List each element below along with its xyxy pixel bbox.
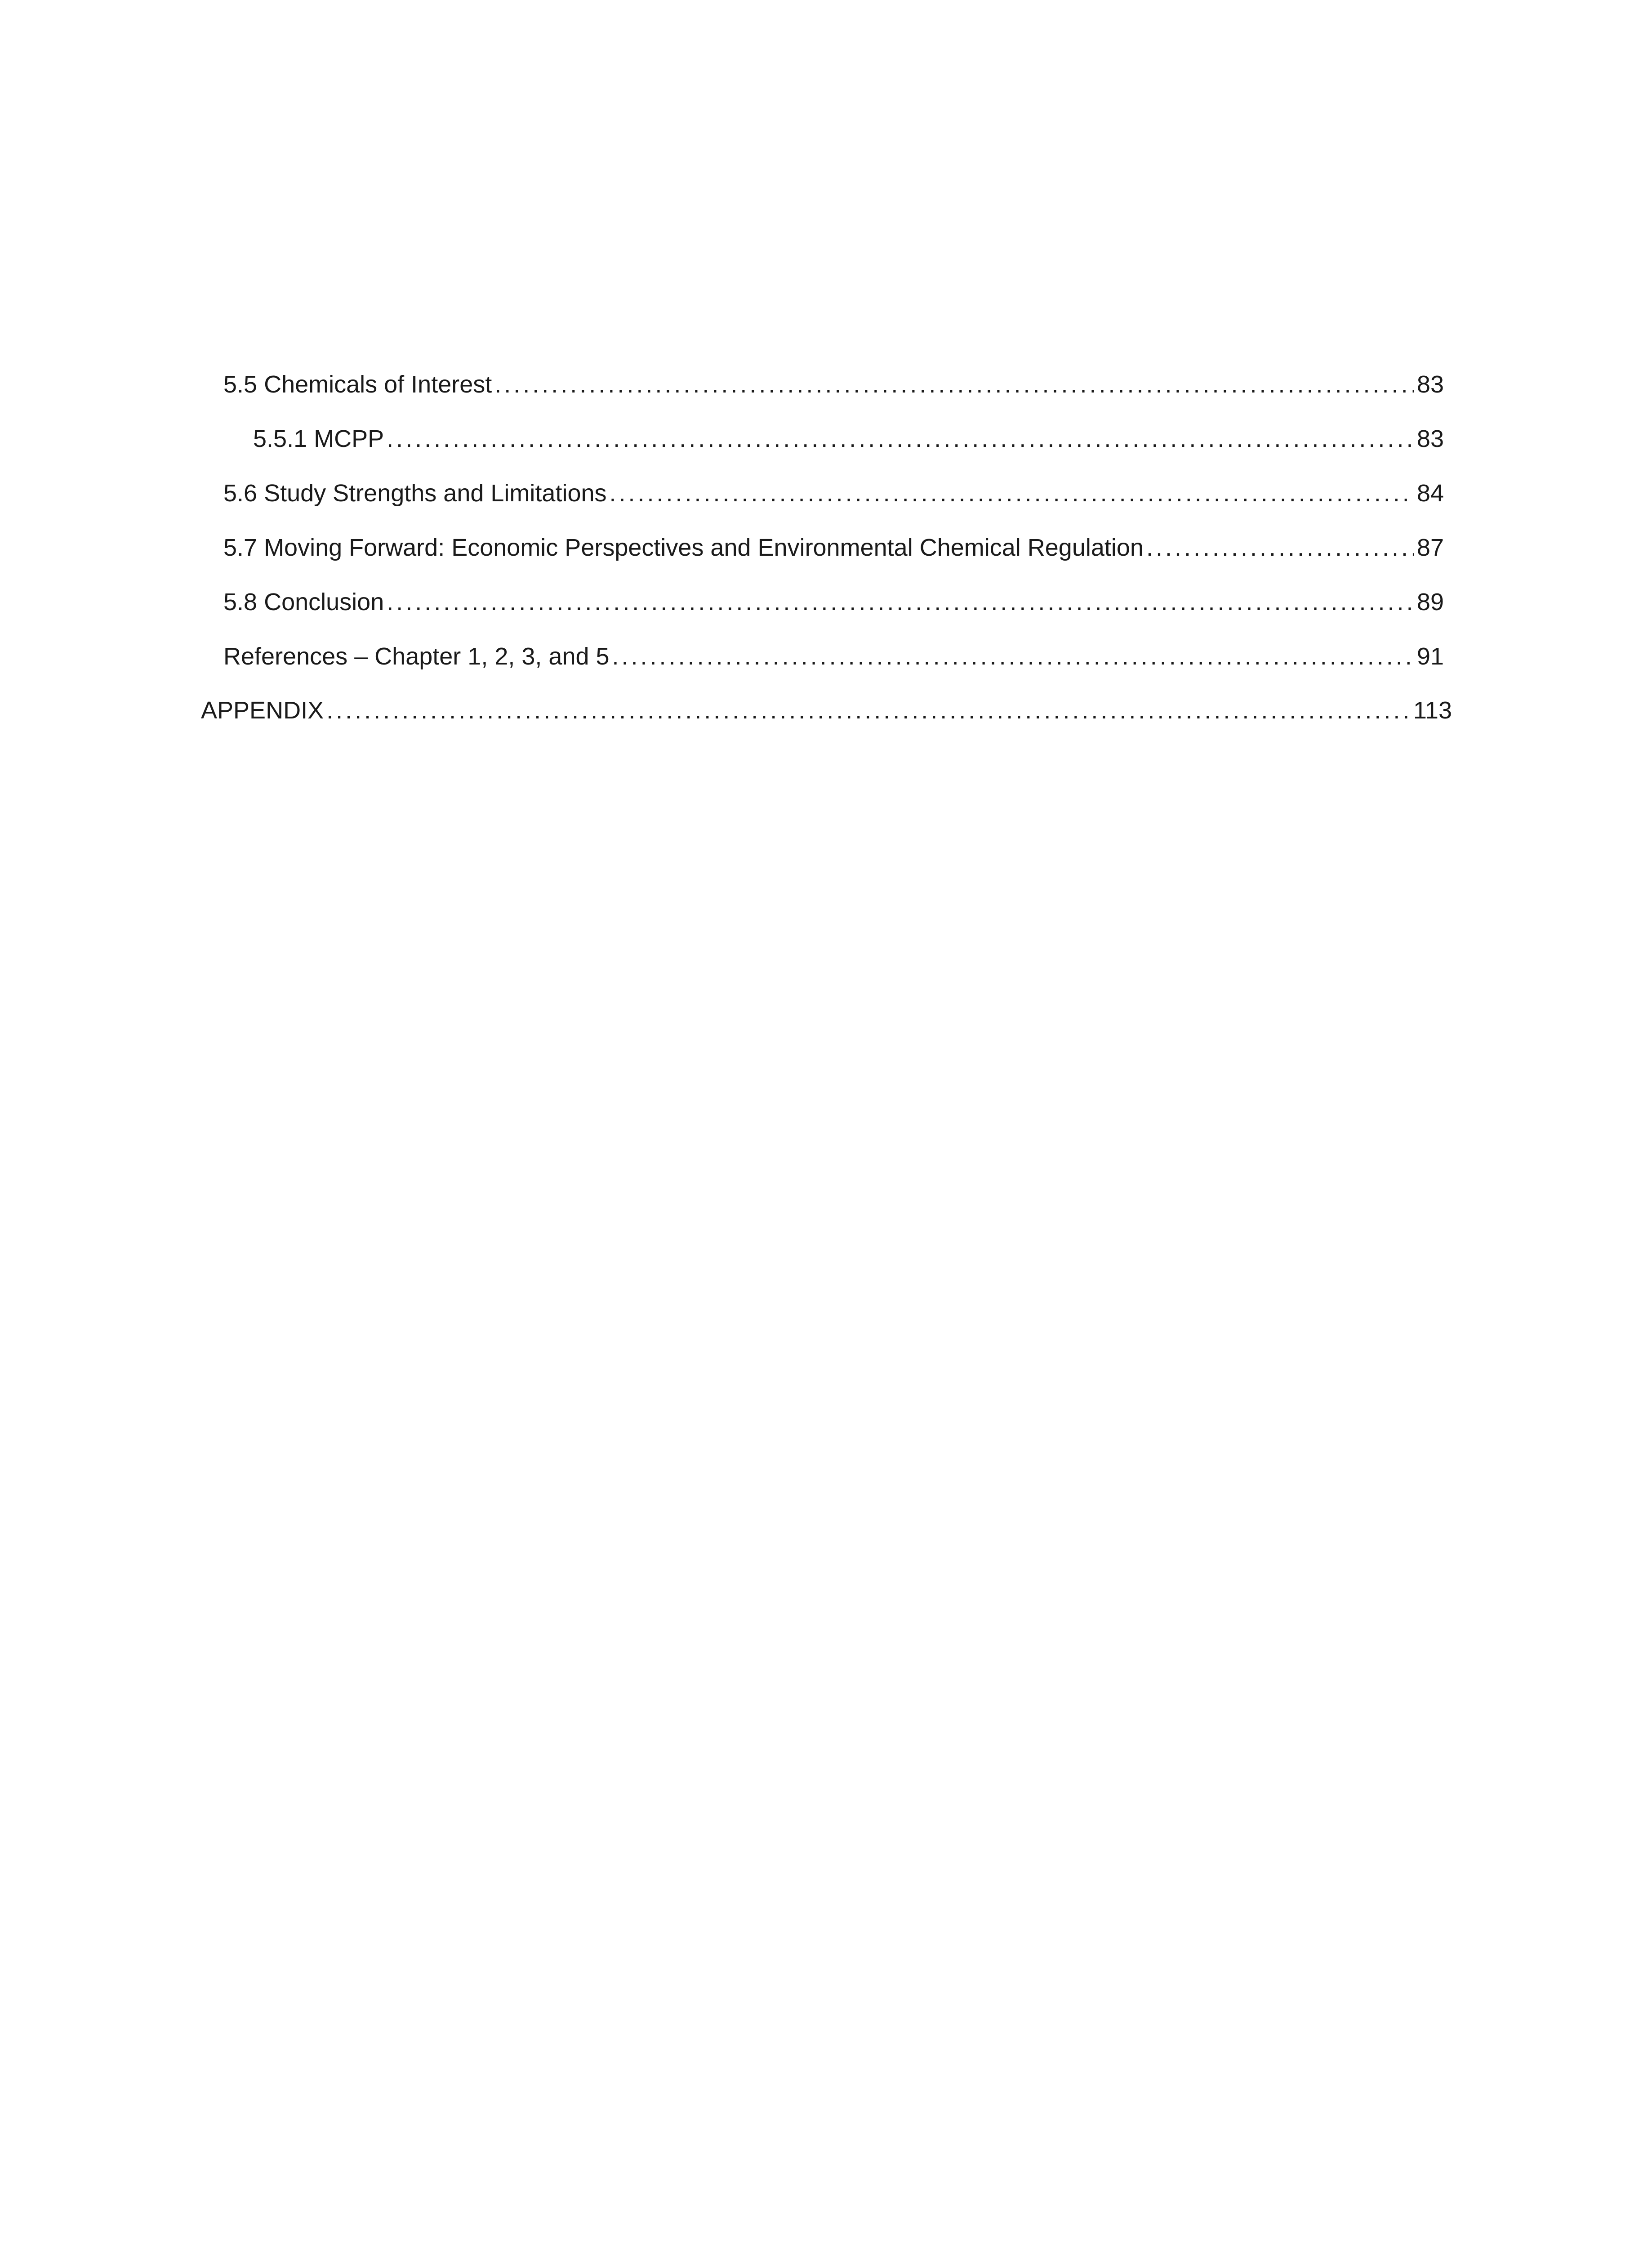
toc-entry-5-5-1[interactable] xyxy=(253,423,1444,455)
toc-entry-page: 83 xyxy=(1416,371,1444,398)
toc-entry-page: 87 xyxy=(1416,534,1444,561)
toc-entry-page: 91 xyxy=(1416,643,1444,670)
toc-dot-leader xyxy=(610,477,1414,509)
toc-entry-references[interactable] xyxy=(223,641,1444,672)
toc-dot-leader xyxy=(387,586,1414,618)
toc-entry-5-5[interactable] xyxy=(223,369,1444,400)
toc-dot-leader xyxy=(612,641,1414,672)
toc-dot-leader xyxy=(494,369,1414,400)
toc-dot-leader xyxy=(387,423,1414,455)
toc-entry-title: 5.6 Study Strengths and Limitations xyxy=(223,480,607,507)
toc-entry-page: 89 xyxy=(1416,589,1444,616)
toc-entry-title: 5.5.1 MCPP xyxy=(253,425,384,452)
toc-dot-leader xyxy=(326,695,1411,726)
toc-entry-title: 5.8 Conclusion xyxy=(223,589,384,616)
toc-entry-page: 83 xyxy=(1416,425,1444,452)
toc-entry-5-7[interactable] xyxy=(223,532,1444,563)
toc-entry-title: 5.7 Moving Forward: Economic Perspectives and Environmental Chemical Regulation xyxy=(223,534,1144,561)
toc-entry-title: 5.5 Chemicals of Interest xyxy=(223,371,492,398)
toc-dot-leader xyxy=(1146,532,1414,563)
toc-entry-5-6[interactable] xyxy=(223,477,1444,509)
toc-entry-title: APPENDIX xyxy=(201,697,324,724)
toc-entry-appendix[interactable] xyxy=(201,695,1452,726)
toc-entry-page: 113 xyxy=(1413,697,1452,724)
toc-entry-page: 84 xyxy=(1416,480,1444,507)
toc-entry-5-8[interactable] xyxy=(223,586,1444,618)
toc-entry-title: References – Chapter 1, 2, 3, and 5 xyxy=(223,643,610,670)
